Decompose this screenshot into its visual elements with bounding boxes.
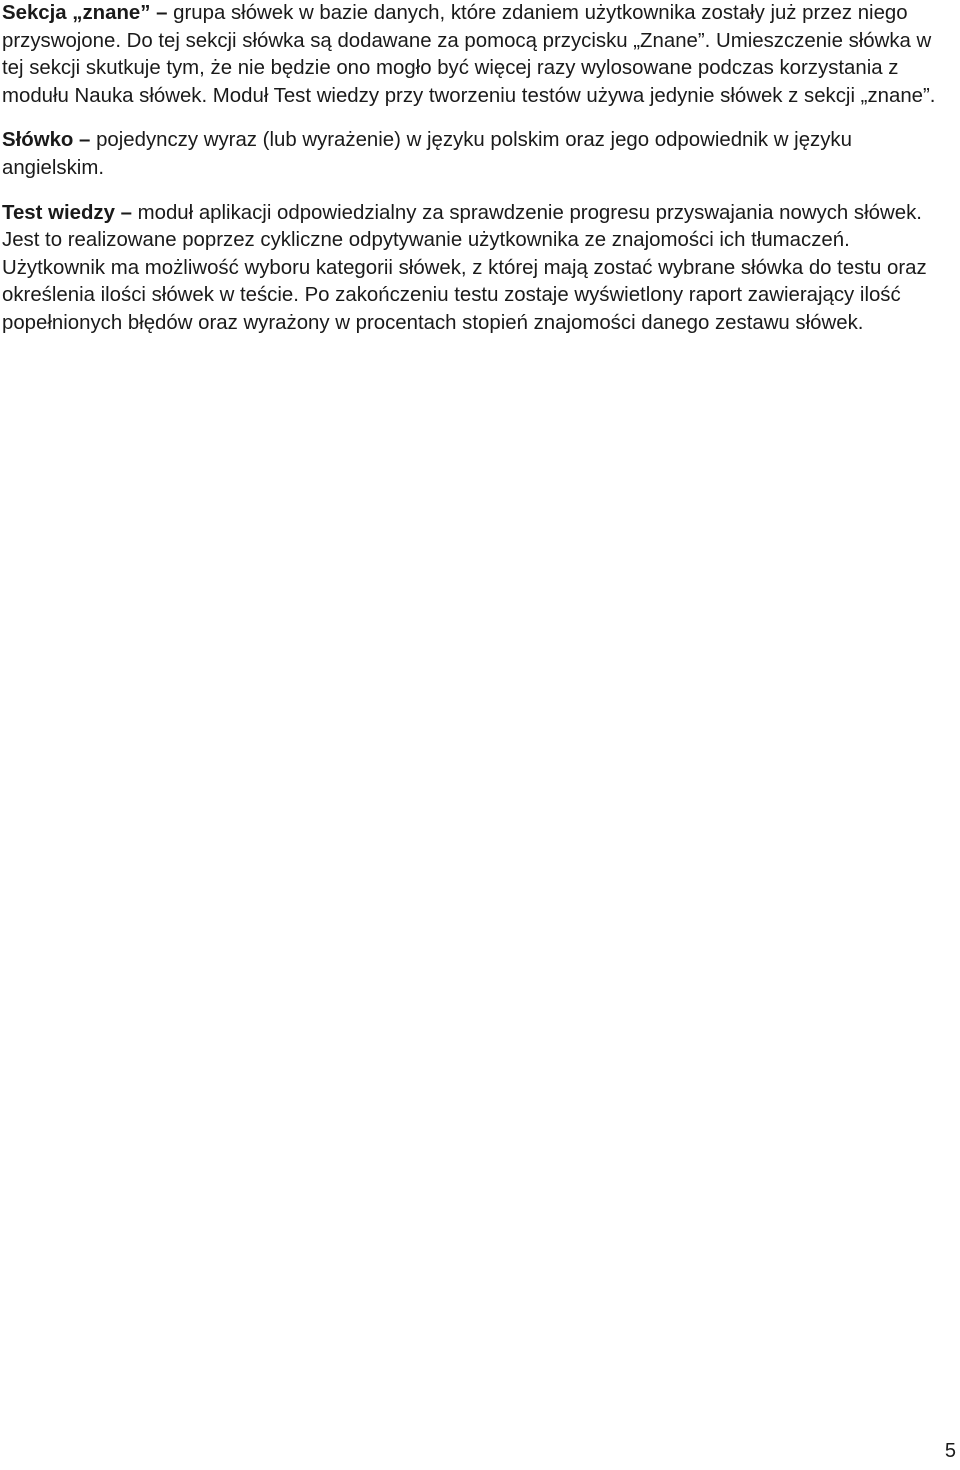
- definition-term: Słówko –: [2, 129, 91, 152]
- definition-known-section: [2, 0, 954, 110]
- definition-text: grupa słówek w bazie danych, które zdaniem użytkownika zostały już przez niego przyswojone. Do tej sekcji słówka są dodawane za pomocą przycisku „Znane”. Umieszczenie słówka w tej sekcji skutkuje tym, że nie będzie ono mogło być więcej razy wylosowane podczas korzystania z modułu Nauka słówek. Moduł Test wiedzy przy tworzeniu testów używa jedynie słówek z sekcji „znane”.: [2, 2, 936, 107]
- page-number: 5: [944, 1440, 956, 1462]
- definition-term: Test wiedzy –: [2, 201, 132, 224]
- definition-knowledge-test: [2, 200, 954, 338]
- definition-word: [2, 127, 954, 182]
- definition-text: moduł aplikacji odpowiedzialny za sprawdzenie progresu przyswajania nowych słówek. Jest to realizowane poprzez cykliczne odpytywanie użytkownika ze znajomości ich tłumaczeń. Użytkownik ma możliwość wyboru kategorii słówek, z której mają zostać wybrane słówka do testu oraz określenia ilości słówek w teście. Po zakończeniu testu zostaje wyświetlony raport zawierający ilość popełnionych błędów oraz wyrażony w procentach stopień znajomości danego zestawu słówek.: [2, 201, 927, 334]
- definition-term: Sekcja „znane” –: [2, 2, 168, 24]
- document-body: [2, 0, 954, 355]
- definition-text: pojedynczy wyraz (lub wyrażenie) w języku polskim oraz jego odpowiednik w języku angielskim.: [2, 129, 852, 179]
